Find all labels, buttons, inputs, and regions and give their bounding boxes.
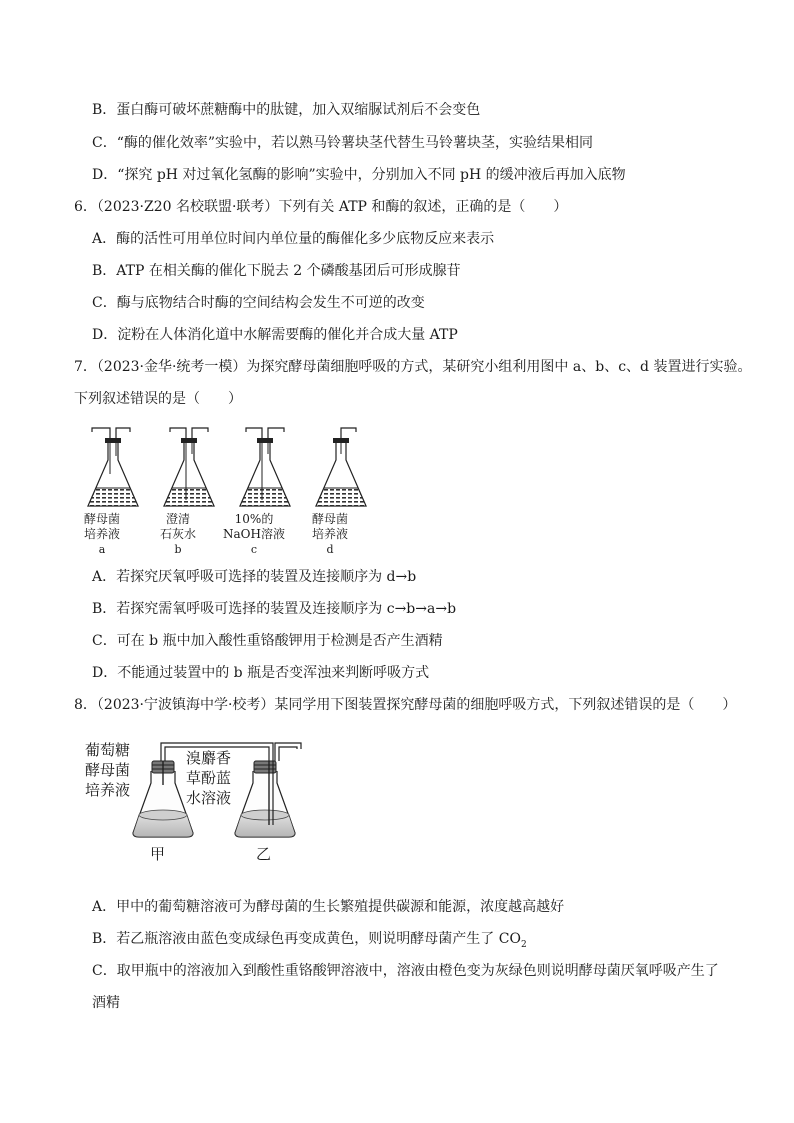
flask-a (88, 428, 138, 506)
flask-a-label: 酵母菌 培养液 a (83, 512, 120, 556)
flask-b-label: 澄清 石灰水 b (159, 512, 196, 556)
flask-d-label: 酵母菌 培养液 d (311, 512, 348, 556)
q5-option-c: C．“酶的催化效率”实验中，若以熟马铃薯块茎代替生马铃薯块茎，实验结果相同 (92, 135, 594, 151)
q6-stem: 6．（2023·Z20 名校联盟·联考）下列有关 ATP 和酶的叙述，正确的是（ ） (74, 199, 568, 215)
q6-option-a: A．酶的活性可用单位时间内单位量的酶催化多少底物反应来表示 (92, 231, 495, 247)
q7-stem-line1: 7．（2023·金华·统考一模）为探究酵母菌细胞呼吸的方式，某研究小组利用图中 a、b、c、d 装置进行实验。 (74, 359, 752, 375)
q5-option-d: D．“探究 pH 对过氧化氢酶的影响”实验中，分别加入不同 pH 的缓冲液后再加入底物 (92, 167, 626, 183)
flask-c-label: 10%的 NaOH溶液 c (223, 512, 285, 556)
q8-left-label: 葡萄糖 酵母菌 培养液 (85, 741, 131, 799)
q7-option-a: A．若探究厌氧呼吸可选择的装置及连接顺序为 d→b (92, 569, 417, 585)
q8-stem: 8．（2023·宁波镇海中学·校考）某同学用下图装置探究酵母菌的细胞呼吸方式，下列叙述错误的是（ ） (74, 697, 737, 713)
q6-option-d: D．淀粉在人体消化道中水解需要酶的催化并合成大量 ATP (92, 327, 458, 343)
q8-right-label: 溴麝香 草酚蓝 水溶液 (186, 749, 232, 807)
q7-flask-figure (60, 420, 370, 515)
flask-c (240, 428, 290, 506)
q8-option-a: A．甲中的葡萄糖溶液可为酵母菌的生长繁殖提供碳源和能源，浓度越高越好 (92, 899, 565, 915)
q6-option-c: C．酶与底物结合时酶的空间结构会发生不可逆的改变 (92, 295, 425, 311)
q8-flask-yi-label: 乙 (256, 845, 272, 863)
flask-b (164, 428, 214, 506)
q7-option-d: D．不能通过装置中的 b 瓶是否变浑浊来判断呼吸方式 (92, 665, 430, 681)
q8-option-b: B．若乙瓶溶液由蓝色变成绿色再变成黄色，则说明酵母菌产生了 $CO_2$ (92, 931, 527, 950)
q8-flask-jia-label: 甲 (150, 845, 166, 863)
q5-option-b: B．蛋白酶可破坏蔗糖酶中的肽键，加入双缩脲试剂后不会变色 (92, 102, 481, 118)
flask-d (316, 428, 366, 506)
q8-option-c-line1: C．取甲瓶中的溶液加入到酸性重铬酸钾溶液中，溶液由橙色变为灰绿色则说明酵母菌厌氧呼吸产生了 (92, 963, 719, 979)
q7-stem-line2: 下列叙述错误的是（ ） (74, 391, 242, 407)
q7-option-c: C．可在 b 瓶中加入酸性重铬酸钾用于检测是否产生酒精 (92, 633, 443, 649)
q7-option-b: B．若探究需氧呼吸可选择的装置及连接顺序为 c→b→a→b (92, 601, 457, 617)
q8-option-c-line2: 酒精 (92, 995, 120, 1011)
q6-option-b: B．ATP 在相关酶的催化下脱去 2 个磷酸基团后可形成腺苷 (92, 263, 461, 279)
